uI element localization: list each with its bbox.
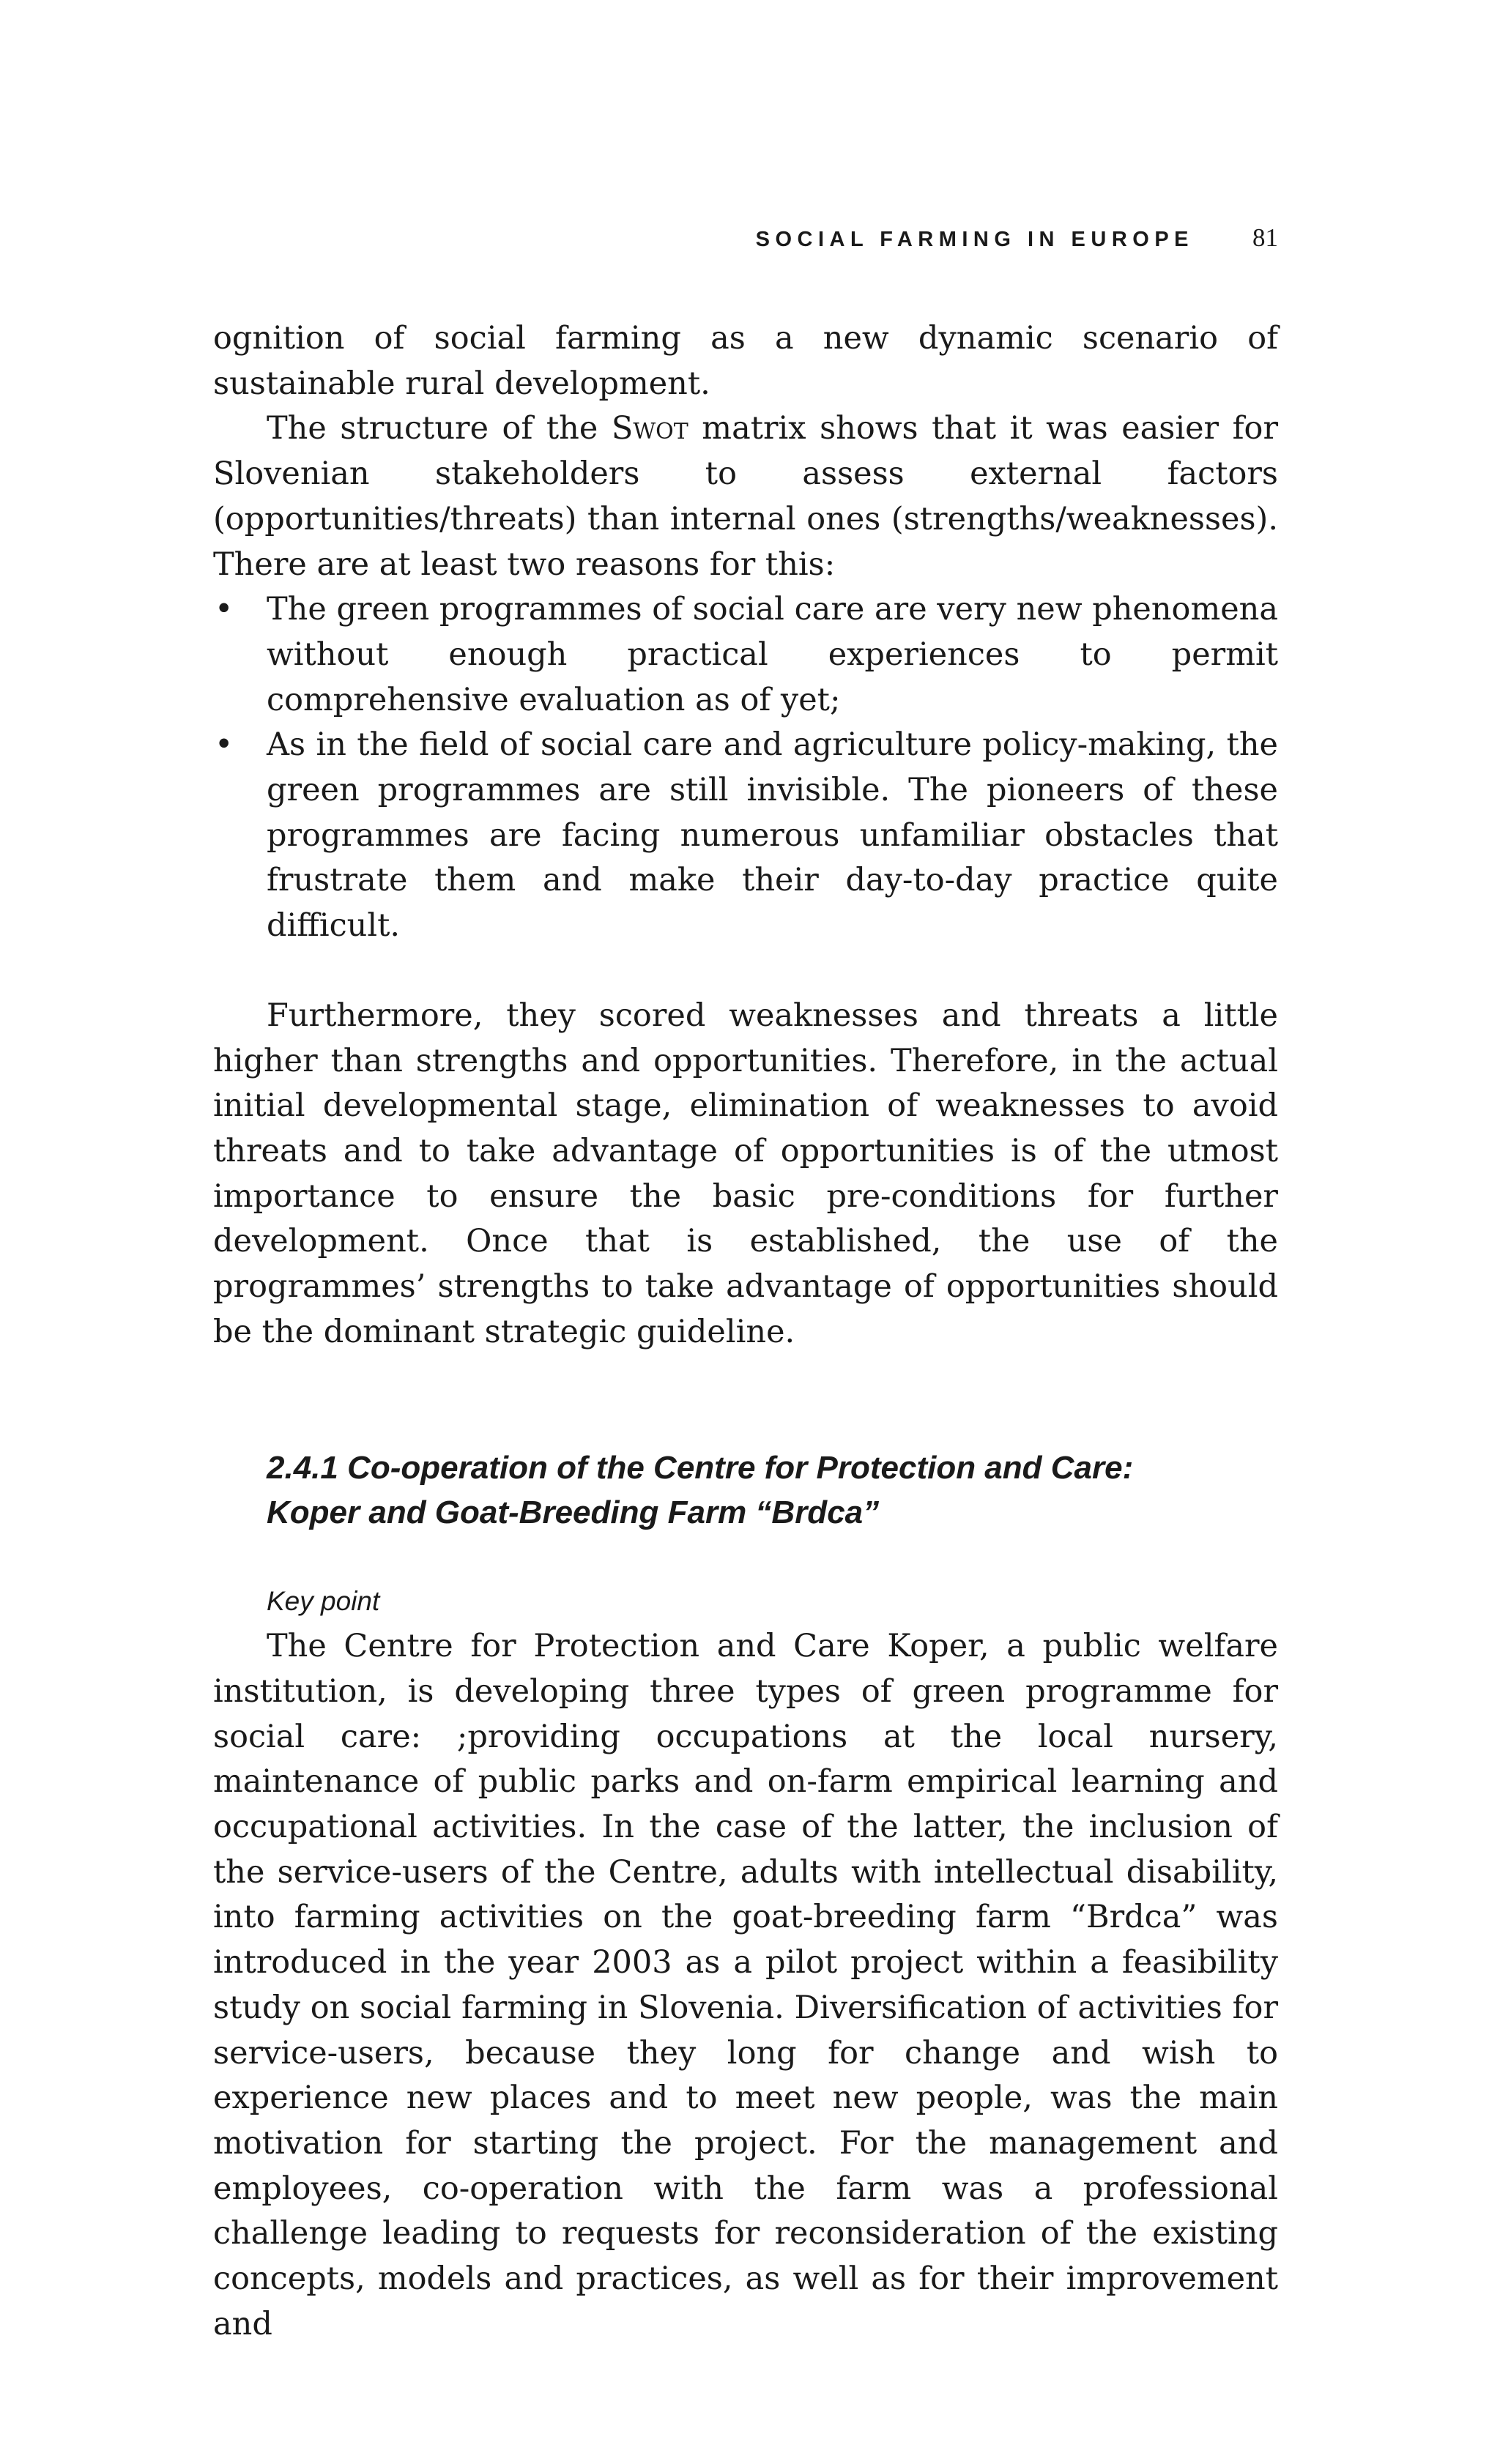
section-heading — [267, 1445, 1278, 1535]
paragraph-swot-start: The structure of the — [267, 410, 612, 447]
paragraph-furthermore: Furthermore, they scored weaknesses and threats a little higher than strengths and opportunities. Therefore, in the actual initial developmental stage, elimination of weaknesses to avoid threats and to take advantage of opportunities is of the utmost importance to ensure the basic pre-conditions for further development. Once that is established, the use of the programmes’ strengths to take advantage of opportunities should be the dominant strategic guideline. — [213, 997, 1278, 1350]
list-item — [213, 587, 1278, 723]
paragraph-continued: ognition of social farming as a new dynamic scenario of sustainable rural development. — [213, 320, 1278, 402]
bullet-marker: • — [215, 591, 234, 628]
key-point-label: Key point — [267, 1586, 380, 1617]
bullet-marker: • — [215, 726, 234, 764]
list-item-text: The green programmes of social care are very new phenomena without enough practical experiences to permit comprehensive evaluation as of yet; — [267, 591, 1278, 718]
list-item-text: As in the field of social care and agriculture policy-making, the green programmes are still invisible. The pioneers of these programmes are facing numerous unfamiliar obstacles that frustrate them and make their day-to-day practice quite difficult. — [267, 726, 1278, 945]
running-head — [213, 223, 1278, 253]
paragraph-swot-rest: matrix shows that it was easier for Slovenian stakeholders to assess external factors (opportunities/threats) than internal ones (strengths/weaknesses). There are at least two reasons for this: — [213, 410, 1278, 583]
section-heading-line-2: Koper and Goat-Breeding Farm “Brdca” — [267, 1495, 880, 1531]
swot-acronym: Swot — [611, 410, 688, 447]
list-item — [213, 723, 1278, 949]
paragraph-swot — [213, 406, 1278, 587]
section-heading-line-1: 2.4.1 Co-operation of the Centre for Protection and Care: — [267, 1450, 1134, 1486]
body-text — [213, 316, 1278, 2347]
page-number: 81 — [1252, 223, 1278, 252]
paragraph-centre-koper: The Centre for Protection and Care Koper, a public welfare institution, is developing three types of green programme for social care: ;providing occupations at the local nursery, maintenance of public parks and on-farm empirical learning and occupational activities. In the case of the latter, the inclusion of the service-users of the Centre, adults with intellectual disability, into farming activities on the goat-breeding farm “Brdca” was introduced in the year 2003 as a pilot project within a feasibility study on social farming in Slovenia. Diversification of activities for service-users, because they long for change and wish to experience new places and to meet new people, was the main motivation for starting the project. For the management and employees, co-operation with the farm was a professional challenge leading to requests for reconsideration of the existing concepts, models and practices, as well as for their improvement and — [213, 1628, 1278, 2342]
bullet-list — [213, 587, 1278, 949]
running-title: SOCIAL FARMING IN EUROPE — [755, 228, 1194, 251]
